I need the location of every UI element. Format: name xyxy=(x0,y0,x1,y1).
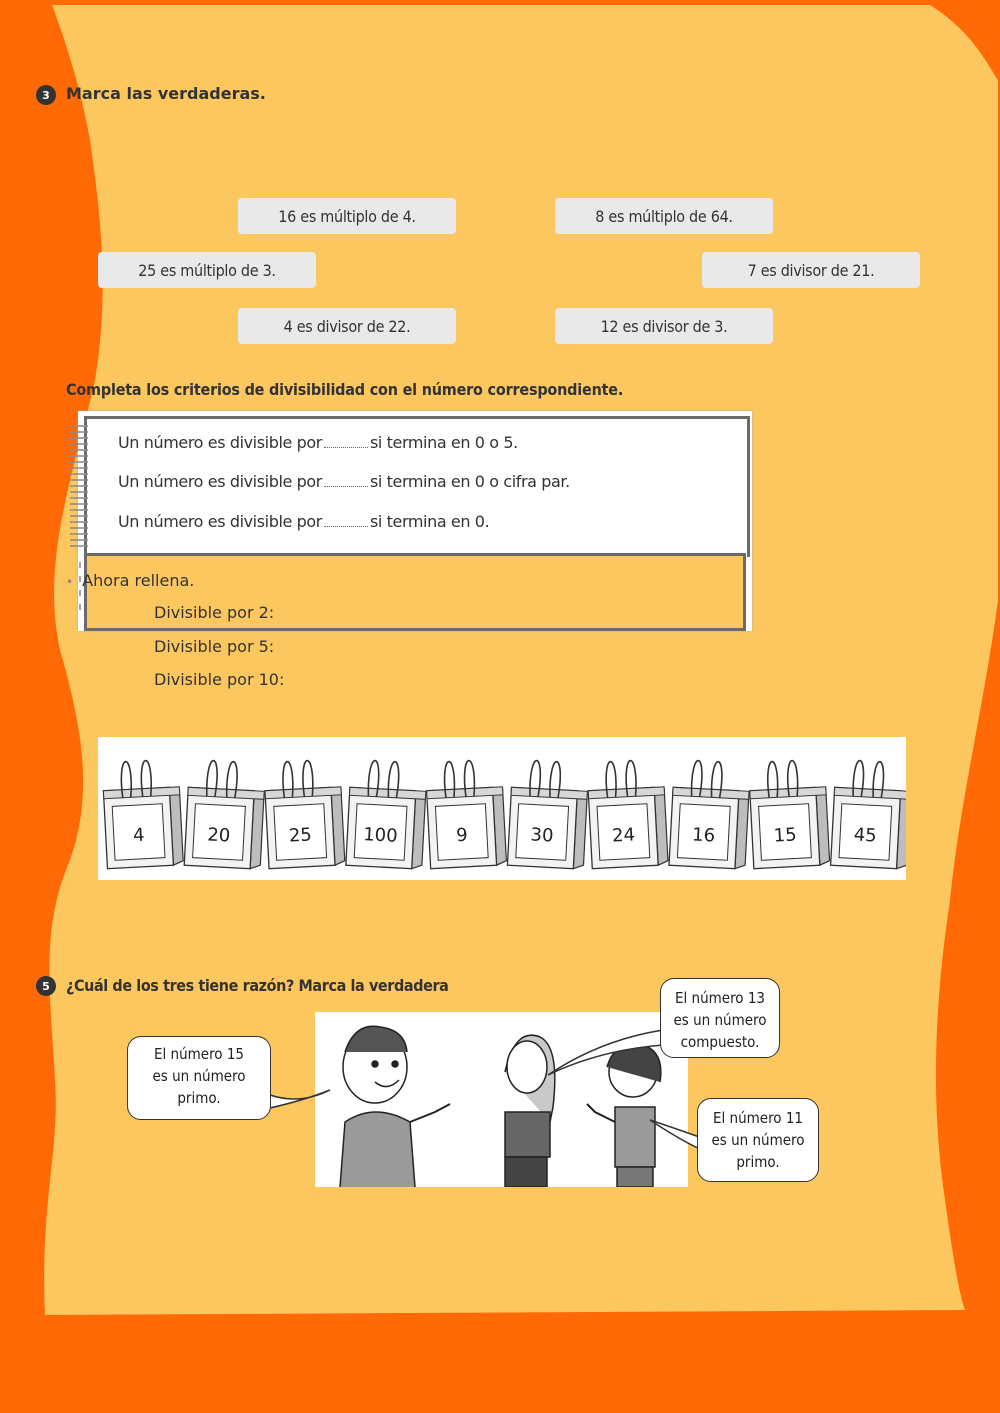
bag-number: 45 xyxy=(853,824,878,847)
shopping-bags-panel xyxy=(98,737,906,880)
exercise-3-title: Marca las verdaderas. xyxy=(66,84,266,103)
shopping-bag[interactable] xyxy=(264,759,345,869)
criterion-row xyxy=(118,433,518,452)
fill-label-10: Divisible por 10: xyxy=(154,670,285,689)
criterion-row xyxy=(118,512,489,531)
bag-number: 9 xyxy=(455,824,469,847)
exercise-5-title: ¿Cuál de los tres tiene razón? Marca la verdadera xyxy=(66,976,449,995)
bag-number: 30 xyxy=(530,824,554,847)
criterion-row xyxy=(118,472,570,491)
exercise-4-title: Completa los criterios de divisibilidad con el número correspondiente. xyxy=(66,380,624,399)
shopping-bag[interactable] xyxy=(184,759,265,869)
bag-number: 20 xyxy=(206,824,231,847)
shopping-bag[interactable] xyxy=(346,759,427,869)
instruction-row xyxy=(66,571,194,590)
boy-figure xyxy=(340,1026,450,1187)
criterion-suffix: si termina en 0. xyxy=(369,512,490,531)
girl-figure xyxy=(505,1035,555,1187)
criterion-prefix: Un número es divisible por xyxy=(118,472,322,491)
bag-number: 16 xyxy=(691,824,716,847)
statement-option[interactable]: 4 es divisor de 22. xyxy=(238,308,456,344)
bag-number: 25 xyxy=(288,824,313,847)
bag-number: 24 xyxy=(611,824,636,847)
shopping-bag[interactable] xyxy=(748,759,829,869)
statement-option[interactable]: 12 es divisor de 3. xyxy=(555,308,773,344)
bag-number: 100 xyxy=(362,824,399,847)
fill-label-2: Divisible por 2: xyxy=(154,603,275,622)
statement-option[interactable]: 25 es múltiplo de 3. xyxy=(98,252,316,288)
criterion-suffix: si termina en 0 o 5. xyxy=(369,433,518,452)
bag-number: 4 xyxy=(132,824,146,847)
shopping-bag[interactable] xyxy=(831,759,906,869)
bullet-icon: • xyxy=(66,575,74,589)
three-kids-illustration xyxy=(315,1012,688,1187)
criterion-blank-input[interactable] xyxy=(324,433,368,448)
bag-number: 15 xyxy=(773,824,798,847)
shopping-bag[interactable] xyxy=(587,759,668,869)
criterion-blank-input[interactable] xyxy=(324,512,368,527)
exercise-5-badge: 5 xyxy=(36,976,56,996)
criterion-suffix: si termina en 0 o cifra par. xyxy=(369,472,570,491)
instruction-text: Ahora rellena. xyxy=(82,571,195,590)
shopping-bag[interactable] xyxy=(425,759,506,869)
statement-option[interactable]: 8 es múltiplo de 64. xyxy=(555,198,773,234)
exercise-3-badge: 3 xyxy=(36,85,56,105)
statement-option[interactable]: 16 es múltiplo de 4. xyxy=(238,198,456,234)
shopping-bags-illustration xyxy=(98,737,906,880)
statement-option[interactable]: 7 es divisor de 21. xyxy=(702,252,920,288)
speech-bubble-13[interactable]: El número 13 es un número compuesto. xyxy=(660,978,780,1058)
shopping-bag[interactable] xyxy=(102,759,183,869)
shopping-bag[interactable] xyxy=(669,759,750,869)
criterion-prefix: Un número es divisible por xyxy=(118,433,322,452)
small-girl-figure xyxy=(587,1043,661,1187)
fill-label-5: Divisible por 5: xyxy=(154,637,275,656)
criterion-blank-input[interactable] xyxy=(324,472,368,487)
notebook-spiral-icon xyxy=(66,422,92,622)
speech-bubble-15[interactable]: El número 15 es un número primo. xyxy=(127,1036,271,1120)
criterion-prefix: Un número es divisible por xyxy=(118,512,322,531)
speech-bubble-11[interactable]: El número 11 es un número primo. xyxy=(697,1098,819,1182)
shopping-bag[interactable] xyxy=(507,759,588,869)
